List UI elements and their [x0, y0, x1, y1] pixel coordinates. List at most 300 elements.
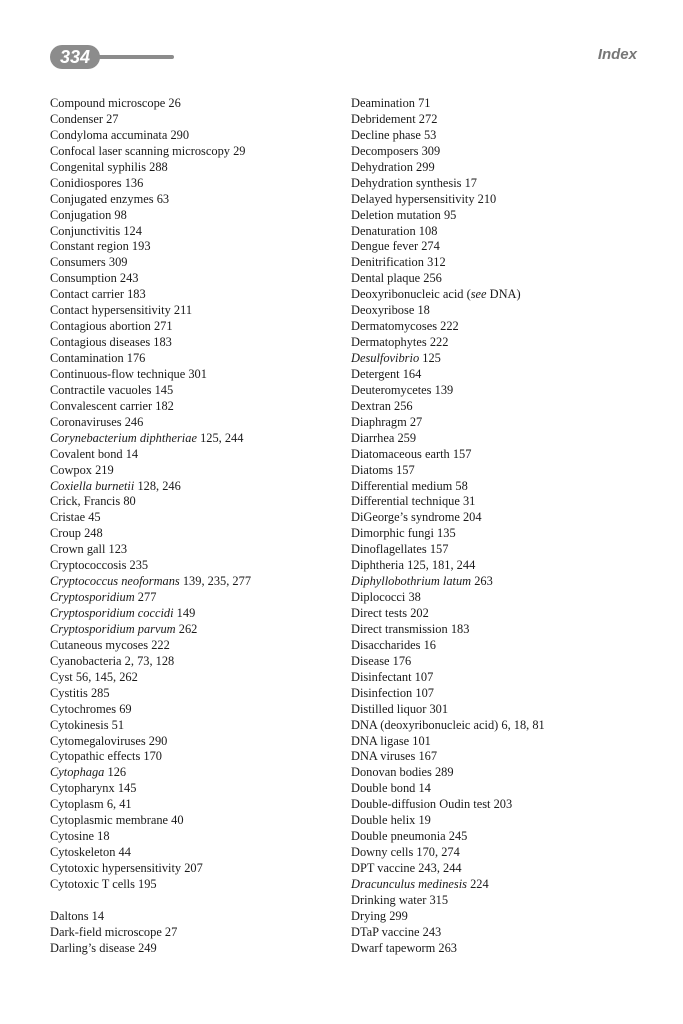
index-term: Decomposers — [351, 143, 419, 158]
index-page-refs: 26 — [168, 96, 181, 110]
index-term: Dehydration synthesis — [351, 175, 462, 190]
index-page-refs: 202 — [410, 606, 429, 620]
index-entry — [50, 861, 340, 877]
index-term: Consumption — [50, 271, 117, 286]
index-entry — [50, 367, 340, 383]
index-term: Deamination — [351, 96, 415, 110]
index-page-refs: 272 — [418, 111, 438, 126]
index-entry — [351, 176, 651, 192]
index-term: Desulfovibrio — [351, 351, 420, 365]
index-entry — [351, 861, 651, 877]
index-page-refs: 222 — [440, 319, 459, 334]
index-term: Donovan bodies — [351, 765, 432, 780]
index-entry — [50, 670, 340, 686]
index-page-refs: 145 — [154, 382, 174, 397]
index-page-refs: 204 — [462, 510, 482, 525]
index-page-refs: 263 — [438, 940, 457, 955]
index-page-refs: 139 — [434, 382, 454, 397]
index-page-refs: 29 — [233, 143, 246, 158]
index-term: Decline phase — [351, 127, 421, 142]
index-entry — [50, 829, 340, 845]
index-entry — [351, 749, 651, 765]
index-page-refs: 16 — [423, 637, 436, 652]
index-entry — [50, 877, 340, 893]
index-entry — [50, 224, 340, 240]
index-entry — [50, 718, 340, 734]
index-entry — [50, 909, 340, 925]
index-page-refs: 312 — [427, 255, 446, 270]
index-term: Cryptosporidium parvum — [50, 621, 176, 636]
index-entry — [50, 447, 340, 463]
index-term: Drinking water — [351, 892, 427, 907]
index-entry — [351, 447, 651, 463]
index-entry — [50, 606, 340, 622]
index-page-refs: 271 — [153, 319, 173, 334]
index-entry — [50, 383, 340, 399]
index-entry — [351, 271, 651, 287]
index-page-refs: 123 — [108, 542, 128, 557]
index-page-refs: 125, 244 — [200, 430, 244, 445]
index-page-refs: 44 — [118, 845, 131, 860]
index-term: Differential medium — [351, 478, 453, 493]
index-entry — [50, 479, 340, 495]
index-term: Cryptococcosis — [50, 558, 127, 573]
index-column-left — [50, 96, 340, 957]
index-term: Dark-field microscope — [50, 924, 162, 939]
index-page-refs: 38 — [408, 590, 421, 605]
index-term: Contractile vacuoles — [50, 382, 152, 397]
index-entry — [351, 542, 651, 558]
index-term: Denitrification — [351, 255, 424, 270]
index-term: Drying — [351, 908, 387, 923]
index-term: Congenital syphilis — [50, 159, 147, 174]
index-term: Cryptosporidium — [50, 590, 135, 605]
index-term: Direct transmission — [351, 621, 448, 636]
index-entry — [351, 893, 651, 909]
index-entry — [351, 686, 651, 702]
index-term: Diphtheria — [351, 558, 404, 573]
index-term: Dextran — [351, 398, 391, 413]
index-page-refs: 210 — [477, 191, 497, 206]
index-page-refs: 27 — [409, 414, 423, 429]
index-term: Consumers — [50, 255, 106, 270]
index-entry — [351, 255, 651, 271]
index-term: Convalescent carrier — [50, 398, 153, 413]
index-page-refs: 263 — [474, 574, 493, 589]
index-entry — [50, 192, 340, 208]
index-term: Crick, Francis — [50, 494, 121, 509]
index-entry — [351, 622, 651, 638]
index-term: DiGeorge’s syndrome — [351, 510, 460, 525]
index-page-refs: 107 — [415, 685, 434, 700]
index-term: Cryptococcus neoformans — [50, 574, 180, 589]
index-entry — [351, 829, 651, 845]
index-page-refs: 195 — [138, 876, 157, 891]
index-entry — [50, 622, 340, 638]
index-page-refs: 80 — [123, 494, 136, 509]
index-page-refs: 136 — [124, 175, 144, 190]
index-entry — [50, 781, 340, 797]
index-term: Contact hypersensitivity — [50, 303, 171, 318]
index-page-refs: 18 — [97, 829, 110, 844]
index-term: Dwarf tapeworm — [351, 940, 436, 955]
index-entry — [351, 718, 651, 734]
index-term: Deuteromycetes — [351, 382, 432, 397]
index-column-right — [351, 96, 651, 957]
index-page-refs: 53 — [423, 127, 437, 142]
index-page-refs: 235 — [129, 558, 149, 573]
index-page-refs: 183 — [450, 621, 470, 636]
index-entry — [351, 845, 651, 861]
index-spacer — [50, 893, 340, 909]
index-entry — [351, 415, 651, 431]
index-entry — [50, 208, 340, 224]
index-entry — [351, 192, 651, 208]
index-page-refs: 107 — [414, 669, 434, 684]
index-entry — [351, 351, 651, 367]
index-term: Downy cells — [351, 845, 414, 860]
index-page-refs: 309 — [108, 255, 128, 270]
index-term: Continuous-flow technique — [50, 366, 186, 381]
index-entry — [50, 463, 340, 479]
index-term: Cytophaga — [50, 765, 105, 780]
index-term: Contact carrier — [50, 287, 124, 302]
index-entry — [50, 144, 340, 160]
index-entry — [50, 558, 340, 574]
index-page-refs: 290 — [170, 127, 190, 142]
index-page-refs: 176 — [392, 653, 412, 668]
index-page-refs: 167 — [418, 749, 438, 764]
index-page-refs: 27 — [164, 924, 178, 939]
index-term: Condyloma accuminata — [50, 127, 168, 142]
index-page-refs: 211 — [173, 303, 193, 318]
index-term: Cytoplasmic membrane — [50, 813, 169, 828]
header-rule — [96, 55, 174, 59]
index-term: Double-diffusion Oudin test — [351, 797, 491, 812]
index-term: Dermatophytes — [351, 335, 427, 350]
index-term: Compound microscope — [50, 96, 166, 110]
index-entry — [351, 112, 651, 128]
index-term: DNA (deoxyribonucleic acid) — [351, 717, 499, 732]
index-term: Disinfectant — [351, 669, 412, 684]
index-page-refs: 170, 274 — [416, 845, 460, 860]
index-term: Direct tests — [351, 606, 408, 620]
index-entry — [50, 96, 340, 112]
index-entry — [351, 590, 651, 606]
index-entry — [50, 494, 340, 510]
index-see-reference: see — [470, 287, 487, 302]
index-entry — [50, 319, 340, 335]
index-page-refs: 285 — [90, 685, 110, 700]
index-entry — [50, 941, 340, 957]
index-page-refs: 31 — [462, 494, 476, 509]
index-term: Cytotoxic hypersensitivity — [50, 861, 182, 875]
index-entry — [351, 479, 651, 495]
index-entry — [50, 160, 340, 176]
index-term: Constant region — [50, 239, 129, 254]
index-term: Conjugation — [50, 207, 112, 222]
index-term: Coronaviruses — [50, 414, 122, 429]
index-term: Deletion mutation — [351, 207, 441, 222]
index-entry — [50, 590, 340, 606]
index-term: DNA ligase — [351, 733, 410, 748]
index-page-refs: 183 — [153, 335, 172, 350]
index-term: Cytopathic effects — [50, 749, 141, 764]
index-page-refs: 182 — [155, 398, 174, 413]
index-page-refs: 58 — [455, 478, 468, 493]
index-entry — [351, 463, 651, 479]
index-page-refs: 69 — [119, 701, 132, 716]
index-entry — [351, 383, 651, 399]
index-entry — [351, 909, 651, 925]
index-page-refs: 14 — [418, 781, 431, 796]
index-page-refs: 135 — [437, 526, 456, 541]
index-page-refs: 246 — [124, 414, 144, 429]
index-entry — [351, 399, 651, 415]
index-entry — [351, 128, 651, 144]
index-term: Cytotoxic T cells — [50, 876, 135, 891]
index-term: Conidiospores — [50, 175, 122, 190]
index-entry — [50, 845, 340, 861]
index-entry — [351, 319, 651, 335]
index-page-refs: 164 — [402, 366, 422, 381]
index-entry — [50, 112, 340, 128]
index-page-refs: 290 — [148, 733, 168, 748]
index-term: DTaP vaccine — [351, 924, 420, 939]
index-entry — [50, 925, 340, 941]
index-entry — [50, 797, 340, 813]
index-term: Dengue fever — [351, 239, 419, 254]
index-term: Dimorphic fungi — [351, 526, 434, 541]
index-page-refs: 299 — [389, 908, 408, 923]
index-entry — [50, 765, 340, 781]
section-title: Index — [597, 46, 637, 63]
index-term: Detergent — [351, 366, 400, 381]
index-entry — [50, 335, 340, 351]
index-page-refs: 108 — [418, 223, 438, 238]
index-page-refs: 101 — [412, 733, 431, 748]
index-entry — [50, 351, 340, 367]
index-entry — [50, 749, 340, 765]
index-page-refs: 222 — [429, 335, 449, 350]
index-entry — [351, 638, 651, 654]
index-entry — [351, 877, 651, 893]
index-term: Cryptosporidium coccidi — [50, 606, 174, 620]
index-page-refs: 243 — [422, 924, 442, 939]
index-term: Covalent bond — [50, 446, 123, 461]
index-term: Crown gall — [50, 542, 106, 557]
index-entry — [351, 813, 651, 829]
index-entry — [351, 367, 651, 383]
index-entry — [351, 797, 651, 813]
index-page-refs: 51 — [111, 717, 125, 732]
index-page-refs: 248 — [84, 526, 103, 541]
index-term: Cytosine — [50, 829, 95, 844]
page-header — [0, 0, 683, 90]
index-entry — [351, 941, 651, 957]
index-term: Cyanobacteria — [50, 653, 122, 668]
index-term: Dehydration — [351, 159, 413, 174]
index-page-refs: 40 — [171, 813, 184, 828]
index-page-refs: 63 — [156, 191, 170, 206]
index-term: Deoxyribose — [351, 303, 415, 318]
index-page-refs: 256 — [423, 271, 442, 286]
index-term: Deoxyribonucleic acid ( — [351, 287, 471, 302]
index-term: Cytoplasm — [50, 797, 104, 812]
index-term: Diatomaceous earth — [351, 446, 450, 461]
index-page-refs: 277 — [137, 590, 157, 605]
index-term: Cutaneous mycoses — [50, 637, 149, 652]
index-page-refs: 289 — [434, 765, 454, 780]
index-term: Confocal laser scanning microscopy — [50, 143, 230, 158]
index-term: Darling’s disease — [50, 940, 135, 955]
index-entry — [351, 765, 651, 781]
index-entry — [351, 654, 651, 670]
index-page-refs: 6, 18, 81 — [501, 717, 545, 732]
index-page-refs: 98 — [114, 207, 127, 222]
index-term: Delayed hypersensitivity — [351, 191, 475, 206]
index-term: Diatoms — [351, 462, 393, 477]
index-entry — [351, 144, 651, 160]
index-entry — [50, 654, 340, 670]
index-entry — [351, 335, 651, 351]
index-entry — [50, 734, 340, 750]
index-entry — [351, 734, 651, 750]
index-term: Cyst — [50, 669, 73, 684]
index-term: Diphyllobothrium latum — [351, 574, 472, 589]
index-page-refs: 245 — [448, 829, 468, 844]
index-term: Double pneumonia — [351, 829, 446, 844]
index-term: Disaccharides — [351, 637, 421, 652]
index-page-refs: 243 — [119, 271, 139, 286]
index-term: Cristae — [50, 510, 86, 525]
index-term: Debridement — [351, 111, 416, 126]
index-term: Coxiella burnetii — [50, 478, 135, 493]
index-entry — [50, 399, 340, 415]
index-entry — [50, 255, 340, 271]
index-term: Double helix — [351, 813, 416, 828]
index-entry — [351, 494, 651, 510]
index-entry — [50, 271, 340, 287]
index-term: Diarrhea — [351, 430, 395, 445]
index-page-refs: 139, 235, 277 — [182, 574, 252, 589]
index-entry — [50, 128, 340, 144]
index-entry — [351, 510, 651, 526]
index-entry — [50, 239, 340, 255]
index-page-refs: 157 — [396, 462, 415, 477]
index-page-refs: 14 — [91, 908, 105, 923]
index-page-refs: 126 — [107, 765, 127, 780]
index-term: DPT vaccine — [351, 861, 416, 875]
index-page-refs: 71 — [418, 96, 431, 110]
index-entry — [50, 686, 340, 702]
index-term: Dinoflagellates — [351, 542, 427, 557]
index-term: Distilled liquor — [351, 701, 427, 716]
index-entry — [351, 606, 651, 622]
index-entry — [50, 510, 340, 526]
index-entry — [50, 176, 340, 192]
index-term: Condenser — [50, 111, 103, 126]
index-page-refs: 157 — [429, 542, 449, 557]
index-page-refs: 262 — [178, 621, 198, 636]
index-page-refs: 301 — [429, 701, 449, 716]
index-term: Dermatomycoses — [351, 319, 438, 334]
index-page-refs: 2, 73, 128 — [124, 653, 175, 668]
index-term: Disinfection — [351, 685, 413, 700]
index-entry — [351, 287, 651, 303]
index-term: Corynebacterium diphtheriae — [50, 430, 197, 445]
index-page-refs: 222 — [151, 637, 170, 652]
index-page-refs: 207 — [184, 861, 203, 875]
index-entry — [351, 96, 651, 112]
index-entry — [50, 415, 340, 431]
index-see-target: DNA) — [486, 287, 521, 302]
index-page-refs: 19 — [418, 813, 431, 828]
index-term: Dracunculus medinesis — [351, 876, 467, 891]
index-term: Croup — [50, 526, 81, 541]
index-term: Cytoskeleton — [50, 845, 116, 860]
index-term: Contagious abortion — [50, 319, 151, 334]
index-entry — [351, 670, 651, 686]
index-term: Diplococci — [351, 590, 406, 605]
index-term: Disease — [351, 653, 390, 668]
index-term: Cytochromes — [50, 701, 117, 716]
index-term: Double bond — [351, 781, 416, 796]
index-page-refs: 6, 41 — [106, 797, 132, 812]
index-entry — [351, 208, 651, 224]
index-page-refs: 124 — [123, 223, 142, 238]
index-page-refs: 157 — [452, 446, 472, 461]
index-entry — [351, 702, 651, 718]
index-term: Dental plaque — [351, 271, 421, 286]
index-term: Diaphragm — [351, 414, 407, 429]
page-number-badge: 334 — [50, 45, 100, 69]
index-entry — [351, 781, 651, 797]
index-page-refs: 170 — [143, 749, 162, 764]
index-entry — [351, 303, 651, 319]
index-page-refs: 145 — [117, 781, 137, 796]
index-page-refs: 17 — [464, 175, 477, 190]
index-entry — [50, 303, 340, 319]
index-page-refs: 203 — [493, 797, 513, 812]
index-entry — [351, 239, 651, 255]
index-term: Cytopharynx — [50, 781, 115, 796]
index-page-refs: 18 — [417, 303, 430, 318]
index-page-refs: 249 — [138, 940, 157, 955]
index-page-refs: 219 — [95, 462, 114, 477]
index-page-refs: 56, 145, 262 — [75, 669, 138, 684]
index-page-refs: 243, 244 — [418, 861, 462, 875]
index-page-refs: 224 — [470, 876, 489, 891]
index-page-refs: 256 — [394, 398, 413, 413]
index-page-refs: 259 — [397, 430, 417, 445]
index-page-refs: 27 — [106, 111, 119, 126]
index-page-refs: 125 — [422, 351, 441, 365]
index-page-refs: 309 — [421, 143, 441, 158]
index-page-refs: 183 — [127, 287, 146, 302]
index-entry — [351, 558, 651, 574]
index-entry — [351, 526, 651, 542]
index-page-refs: 301 — [188, 366, 207, 381]
index-term: Cowpox — [50, 462, 92, 477]
index-entry — [50, 638, 340, 654]
index-entry — [50, 526, 340, 542]
index-term: Contamination — [50, 351, 124, 365]
index-page-refs: 14 — [125, 446, 139, 461]
index-page-refs: 128, 246 — [137, 478, 181, 493]
index-entry — [351, 574, 651, 590]
index-entry — [50, 574, 340, 590]
